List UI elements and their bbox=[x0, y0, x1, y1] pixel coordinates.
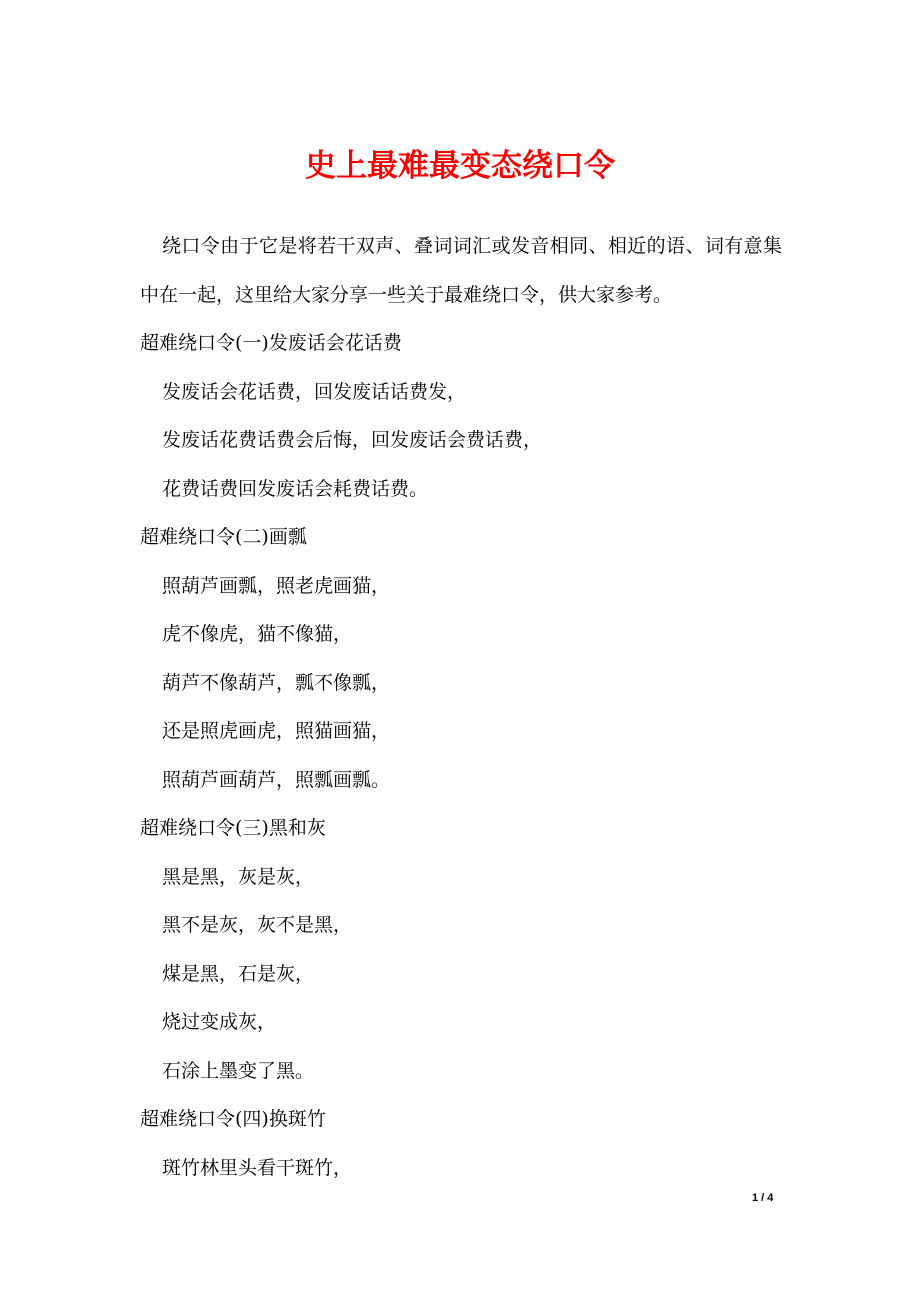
verse-line: 还是照虎画虎，照猫画猫， bbox=[162, 720, 391, 742]
section-heading: 超难绕口令(四)换斑竹 bbox=[140, 1108, 326, 1130]
section-1 bbox=[140, 319, 782, 513]
section-2 bbox=[140, 513, 782, 804]
verse-line: 葫芦不像葫芦，瓢不像瓢， bbox=[162, 671, 391, 694]
verse-line: 照葫芦画葫芦，照瓢画瓢。 bbox=[162, 768, 391, 791]
document-title: 史上最难最变态绕口令 bbox=[305, 148, 615, 184]
verse-line: 石涂上墨变了黑。 bbox=[162, 1059, 315, 1082]
verse-line: 斑竹林里头看干斑竹， bbox=[162, 1156, 353, 1179]
verse-line: 黑是黑，灰是灰， bbox=[162, 865, 315, 888]
verse-line: 照葫芦画瓢，照老虎画猫， bbox=[162, 574, 391, 597]
verse-line: 发废话会花话费，回发废话话费发， bbox=[162, 380, 467, 403]
verse-line: 黑不是灰，灰不是黑， bbox=[162, 914, 353, 936]
intro-paragraph: 绕口令由于它是将若干双声、叠词词汇或发音相同、相近的语、词有意集中在一起，这里给大家分享一些关于最难绕口令，供大家参考。 bbox=[140, 235, 782, 306]
section-heading: 超难绕口令(一)发废话会花话费 bbox=[140, 332, 402, 354]
page-number: 1 / 4 bbox=[752, 1192, 774, 1204]
verse-line: 虎不像虎，猫不像猫， bbox=[162, 623, 353, 645]
document-body bbox=[140, 222, 782, 1192]
verse-line: 发废话花费话费会后悔，回发废话会费话费， bbox=[162, 429, 543, 451]
section-heading: 超难绕口令(二)画瓢 bbox=[140, 526, 307, 548]
verse-line: 烧过变成灰， bbox=[162, 1011, 277, 1033]
verse-line: 煤是黑，石是灰， bbox=[162, 962, 315, 985]
verse-line: 花费话费回发废话会耗费话费。 bbox=[162, 477, 429, 500]
section-4 bbox=[140, 1095, 782, 1192]
section-heading: 超难绕口令(三)黑和灰 bbox=[140, 817, 326, 839]
section-3 bbox=[140, 804, 782, 1095]
